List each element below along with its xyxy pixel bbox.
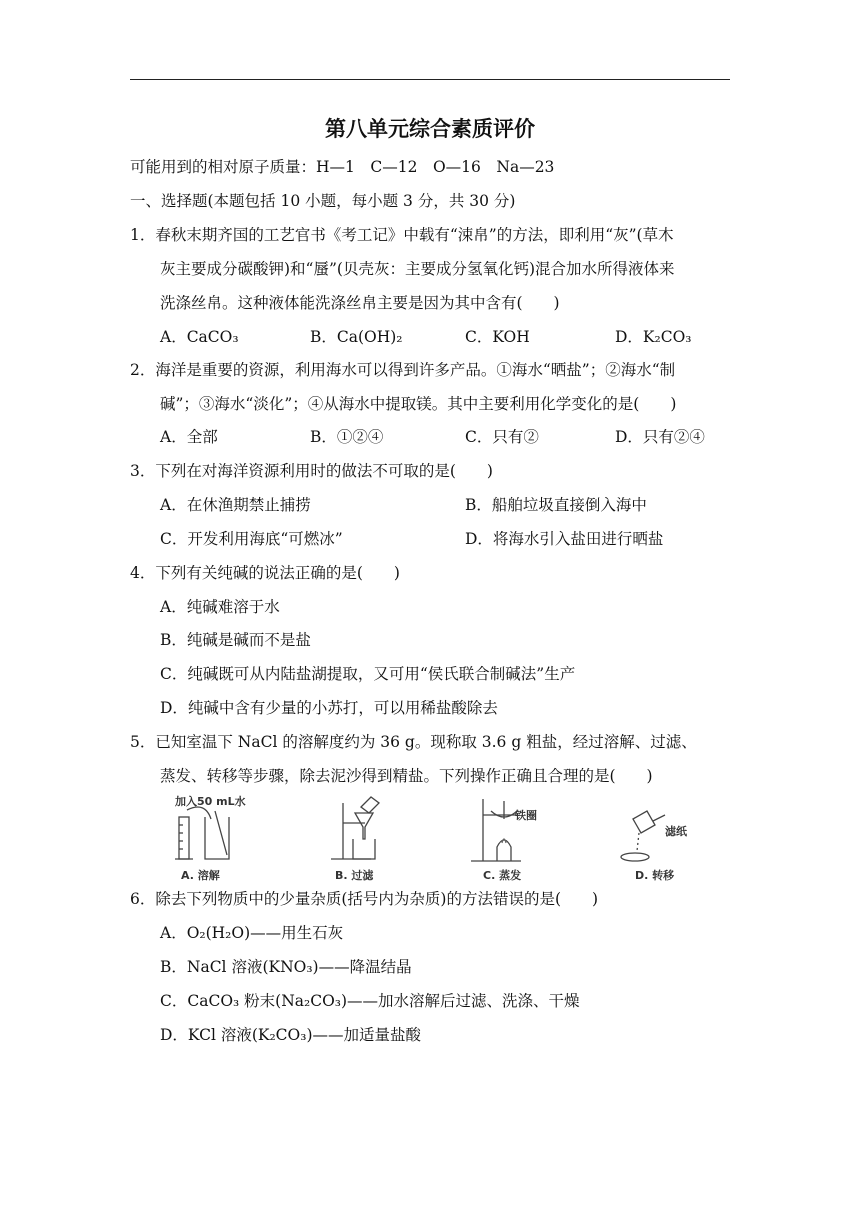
q4-option-c: C．纯碱既可从内陆盐湖提取，又可用“侯氏联合制碱法”生产	[160, 665, 576, 683]
q6-option-c: C．CaCO₃ 粉末(Na₂CO₃)——加水溶解后过滤、洗涤、干燥	[160, 992, 580, 1010]
q4-option-b: B．纯碱是碱而不是盐	[160, 631, 311, 649]
q4-stem: 4．下列有关纯碱的说法正确的是( )	[130, 564, 400, 582]
fig-c-label: C. 蒸发	[483, 869, 522, 882]
q6-stem: 6．除去下列物质中的少量杂质(括号内为杂质)的方法错误的是( )	[130, 890, 599, 908]
q6-option-a: A．O₂(H₂O)——用生石灰	[160, 924, 344, 942]
q3-option-b: B．船舶垃圾直接倒入海中	[465, 496, 647, 514]
beaker-icon	[205, 817, 229, 859]
fig-d-note: 滤纸	[665, 825, 687, 838]
fig-b-label: B. 过滤	[335, 869, 374, 882]
q1-option-a: A．CaCO₃	[160, 328, 239, 346]
q3-stem: 3．下列在对海洋资源利用时的做法不可取的是( )	[130, 462, 493, 480]
q5-lab-figure	[165, 793, 710, 885]
q6-option-d: D．KCl 溶液(K₂CO₃)——加适量盐酸	[160, 1026, 422, 1044]
lab-apparatus-drawings	[165, 793, 710, 885]
q2-stem-line1: 2．海洋是重要的资源，利用海水可以得到许多产品。①海水“晒盐”；②海水“制	[130, 361, 676, 379]
q4-option-d: D．纯碱中含有少量的小苏打，可以用稀盐酸除去	[160, 699, 498, 717]
q3-option-a: A．在休渔期禁止捕捞	[160, 496, 311, 514]
page-title: 第八单元综合素质评价	[325, 117, 535, 141]
fig-a-label: A. 溶解	[181, 869, 220, 882]
header-rule	[130, 79, 730, 80]
q1-option-c: C．KOH	[465, 328, 530, 346]
fig-a-note: 加入50 mL水	[175, 795, 246, 808]
section-heading: 一、选择题(本题包括 10 小题，每小题 3 分，共 30 分)	[130, 192, 516, 210]
q6-option-b: B．NaCl 溶液(KNO₃)——降温结晶	[160, 958, 412, 976]
q1-option-d: D．K₂CO₃	[615, 328, 692, 346]
q3-option-d: D．将海水引入盐田进行晒盐	[465, 530, 664, 548]
q2-option-d: D．只有②④	[615, 428, 705, 446]
fig-c-note: 铁圈	[515, 809, 537, 822]
atomic-mass-line: 可能用到的相对原子质量：H—1 C—12 O—16 Na—23	[130, 158, 555, 176]
q1-stem-line2: 灰主要成分碳酸钾)和“蜃”(贝壳灰：主要成分氢氧化钙)混合加水所得液体来	[160, 260, 675, 278]
q2-stem-line2: 碱”；③海水“淡化”；④从海水中提取镁。其中主要利用化学变化的是( )	[160, 395, 677, 413]
q4-option-a: A．纯碱难溶于水	[160, 598, 280, 616]
q1-stem-line3: 洗涤丝帛。这种液体能洗涤丝帛主要是因为其中含有( )	[160, 294, 560, 312]
graduated-cylinder-icon	[175, 817, 193, 859]
transfer-filter-paper-icon	[621, 811, 665, 861]
q5-stem-line2: 蒸发、转移等步骤，除去泥沙得到精盐。下列操作正确且合理的是( )	[160, 767, 653, 785]
q2-option-b: B．①②④	[310, 428, 384, 446]
q1-stem-line1: 1．春秋末期齐国的工艺官书《考工记》中载有“涑帛”的方法，即利用“灰”(草木	[130, 226, 674, 244]
q5-stem-line1: 5．已知室温下 NaCl 的溶解度约为 36 g。现称取 3.6 g 粗盐，经过溶解、过滤、	[130, 733, 697, 751]
evaporation-stand-icon	[471, 799, 521, 861]
q3-option-c: C．开发利用海底“可燃冰”	[160, 530, 343, 548]
fig-d-label: D. 转移	[635, 869, 675, 882]
filtration-stand-icon	[331, 797, 379, 859]
q1-option-b: B．Ca(OH)₂	[310, 328, 403, 346]
glass-rod-icon	[215, 811, 227, 855]
q2-option-a: A．全部	[160, 428, 218, 446]
q2-option-c: C．只有②	[465, 428, 539, 446]
